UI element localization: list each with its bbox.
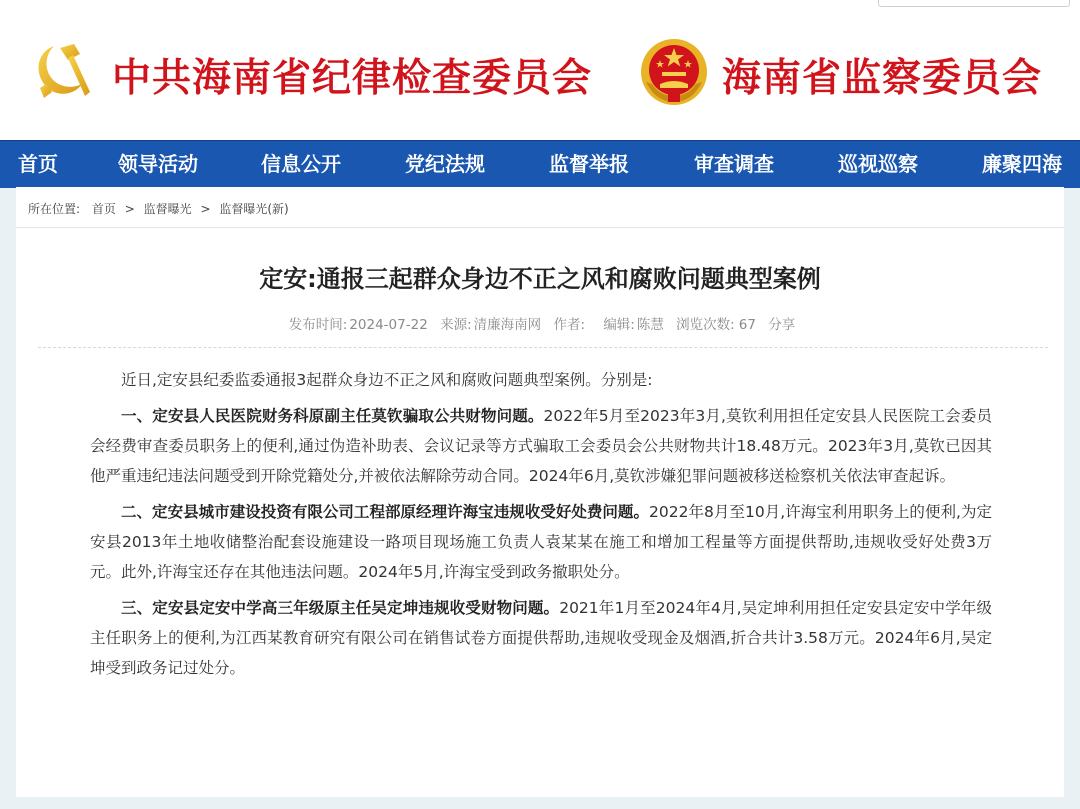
breadcrumb-supervision[interactable]: 监督曝光 xyxy=(143,202,192,216)
site-header xyxy=(0,0,1080,140)
article-container xyxy=(16,187,1064,797)
case-paragraph xyxy=(90,497,992,587)
editor-value: 陈慧 xyxy=(636,317,664,333)
source-label: 来源: xyxy=(440,317,472,333)
nav-item-regulations[interactable]: 党纪法规 xyxy=(405,152,485,176)
case-paragraph xyxy=(90,401,992,491)
source-value: 清廉海南网 xyxy=(473,317,542,333)
publish-label: 发布时间: xyxy=(288,317,348,333)
nav-item-home[interactable]: 首页 xyxy=(18,152,58,176)
nav-item-leadership[interactable]: 领导活动 xyxy=(118,152,198,176)
search-box[interactable] xyxy=(878,0,1070,7)
share-button[interactable]: 分享 xyxy=(768,317,796,333)
case-paragraph xyxy=(90,593,992,683)
nav-item-report[interactable]: 监督举报 xyxy=(549,152,629,176)
breadcrumb xyxy=(28,197,289,221)
article-title: 定安:通报三起群众身边不正之风和腐败问题典型案例 xyxy=(259,265,821,293)
publish-date: 2024-07-22 xyxy=(349,317,428,333)
article-body xyxy=(90,365,992,689)
org-title-discipline: 中共海南省纪律检查委员会 xyxy=(112,55,593,101)
views-count: 67 xyxy=(738,317,756,333)
breadcrumb-supervision-new[interactable]: 监督曝光(新) xyxy=(219,202,289,216)
meta-divider xyxy=(38,347,1048,348)
nav-item-information[interactable]: 信息公开 xyxy=(261,152,341,176)
nav-item-investigation[interactable]: 审查调查 xyxy=(694,152,774,176)
article-intro: 近日,定安县纪委监委通报3起群众身边不正之风和腐败问题典型案例。分别是: xyxy=(121,371,653,389)
org-title-supervision: 海南省监察委员会 xyxy=(722,55,1043,101)
case-text: 2022年8月至10月,许海宝利用职务上的便利,为定安县2013年土地收储整治配套设施建设一路项目现场施工负责人袁某某在施工和增加工程量等方面提供帮助,违规收受好处费3万元。此外,许海宝还存在其他违法问题。2024年5月,许海宝受到政务撤职处分。 xyxy=(90,503,992,581)
breadcrumb-label: 所在位置: xyxy=(28,202,81,216)
case-text: 2022年5月至2023年3月,莫钦利用担任定安县人民医院工会委员会经费审查委员职务上的便利,通过伪造补助表、会议记录等方式骗取工会委员会公共财物共计18.48万元。2023年3月,莫钦已因其他严重违纪违法问题受到开除党籍处分,并被依法解除劳动合同。2024年6月,莫钦涉嫌犯罪问题被移送检察机关依法审查起诉。 xyxy=(90,407,992,485)
breadcrumb-home[interactable]: 首页 xyxy=(91,202,116,216)
article-meta xyxy=(16,313,1068,333)
breadcrumb-separator: > xyxy=(124,202,135,216)
case-heading: 一、定安县人民医院财务科原副主任莫钦骗取公共财物问题。 xyxy=(121,407,544,425)
case-heading: 三、定安县定安中学高三年级原主任吴定坤违规收受财物问题。 xyxy=(121,599,560,617)
breadcrumb-divider xyxy=(16,227,1064,228)
nav-item-inspection[interactable]: 巡视巡察 xyxy=(838,152,918,176)
nav-item-sihai[interactable]: 廉聚四海 xyxy=(982,152,1062,176)
party-emblem-icon xyxy=(30,40,96,106)
author-label: 作者: xyxy=(553,317,586,333)
main-nav xyxy=(0,140,1080,188)
case-text: 2021年1月至2024年4月,吴定坤利用担任定安县定安中学年级主任职务上的便利,为江西某教育研究有限公司在销售试卷方面提供帮助,违规收受现金及烟酒,折合共计3.58万元。2024年6月,吴定坤受到政务记过处分。 xyxy=(90,599,992,677)
editor-label: 编辑: xyxy=(603,317,635,333)
breadcrumb-separator: > xyxy=(200,202,211,216)
views-label: 浏览次数: xyxy=(676,317,735,333)
national-emblem-icon xyxy=(638,36,710,108)
case-heading: 二、定安县城市建设投资有限公司工程部原经理许海宝违规收受好处费问题。 xyxy=(121,503,649,521)
